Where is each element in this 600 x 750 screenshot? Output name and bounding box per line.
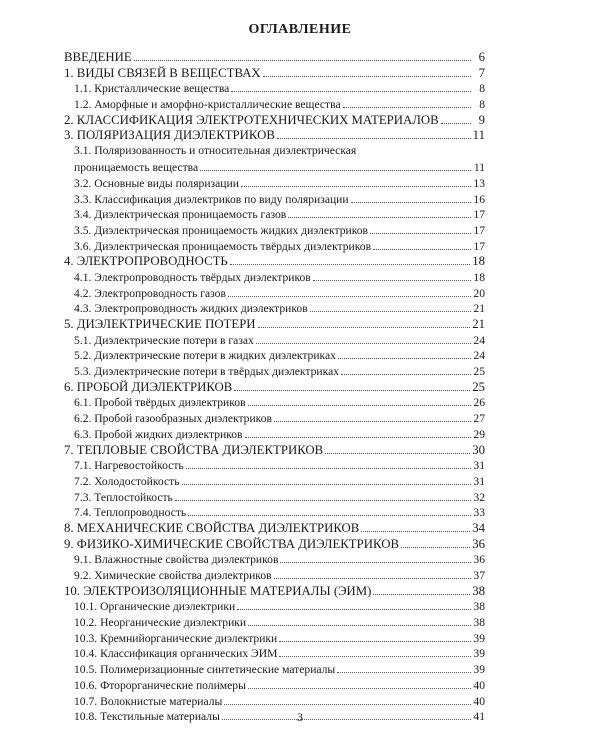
toc-entry[interactable] <box>64 473 485 489</box>
toc-entry[interactable] <box>64 520 485 536</box>
dot-leader <box>288 206 471 218</box>
toc-entry-title: 10.6. Фторорганические полимеры <box>74 678 246 692</box>
toc-entry-page: 18 <box>473 270 485 284</box>
toc-entry-page: 17 <box>473 208 485 222</box>
toc-entry[interactable] <box>64 238 485 254</box>
toc-entry[interactable] <box>64 332 485 348</box>
toc-entry-page: 38 <box>473 616 485 630</box>
toc-entry-title: 1.2. Аморфные и аморфно-кристаллические вещества <box>74 98 341 112</box>
toc-entry-page: 33 <box>473 506 485 520</box>
toc-entry-title: 6.1. Пробой твёрдых диэлектриков <box>74 396 246 410</box>
toc-entry[interactable] <box>64 143 485 159</box>
toc-entry-page: 32 <box>473 490 485 504</box>
toc-entry-page: 37 <box>473 569 485 582</box>
toc-entry[interactable] <box>64 551 485 567</box>
toc-entry[interactable] <box>64 645 485 661</box>
toc-entry-title: 10.7. Волокнистые материалы <box>74 694 223 708</box>
toc-entry[interactable] <box>64 442 485 458</box>
toc-entry-page: 26 <box>473 396 485 410</box>
toc-entry-page: 39 <box>473 663 485 677</box>
dot-leader <box>279 630 471 642</box>
toc-entry-page: 17 <box>473 239 485 253</box>
toc-entry-page: 31 <box>473 474 485 488</box>
dot-leader <box>248 614 471 626</box>
toc-entry[interactable] <box>64 253 485 269</box>
toc-entry-page: 6 <box>478 50 485 64</box>
toc-entry[interactable] <box>64 583 485 599</box>
toc-entry[interactable] <box>64 457 485 473</box>
toc-entry-title: ВВЕДЕНИЕ <box>64 50 132 64</box>
toc-entry-page: 25 <box>473 365 485 379</box>
dot-leader <box>188 504 471 516</box>
toc-entry-page: 17 <box>473 223 485 237</box>
toc-entry-title: 10.8. Текстильные материалы <box>74 710 220 724</box>
page-number: 3 <box>297 710 303 724</box>
dot-leader <box>230 253 470 265</box>
dot-leader <box>325 442 470 454</box>
toc-entry[interactable] <box>64 614 485 630</box>
dot-leader <box>234 379 470 391</box>
toc-entry[interactable] <box>64 65 485 81</box>
toc-entry[interactable] <box>64 394 485 410</box>
toc-entry-page: 36 <box>473 553 485 567</box>
toc-entry-title: 10.4. Классификация органических ЭИМ <box>74 647 278 661</box>
dot-leader <box>343 96 471 108</box>
toc-entry[interactable] <box>64 598 485 614</box>
toc-entry[interactable] <box>64 316 485 332</box>
toc-entry-page: 16 <box>473 192 485 206</box>
dot-leader <box>277 127 471 139</box>
toc-entry-title: 7.1. Нагревостойкость <box>74 459 184 473</box>
toc-entry[interactable] <box>64 222 485 238</box>
toc-entry[interactable] <box>64 127 485 143</box>
dot-leader <box>200 159 471 171</box>
toc-entry-page: 41 <box>473 710 485 724</box>
toc-entry-title: 6.2. Пробой газообразных диэлектриков <box>74 412 272 426</box>
toc-entry[interactable] <box>64 112 485 128</box>
dot-leader <box>263 65 471 77</box>
dot-leader <box>441 112 471 124</box>
toc-entry-title: 7. ТЕПЛОВЫЕ СВОЙСТВА ДИЭЛЕКТРИКОВ <box>64 442 324 457</box>
page-title: ОГЛАВЛЕНИЕ <box>248 22 352 37</box>
toc-entry-page: 29 <box>473 427 485 441</box>
toc-entry[interactable] <box>64 96 485 112</box>
dot-leader <box>228 285 471 297</box>
toc-entry-title: 10. ЭЛЕКТРОИЗОЛЯЦИОННЫЕ МАТЕРИАЛЫ (ЭИМ) <box>64 583 372 598</box>
toc-entry-page: 27 <box>473 412 485 426</box>
toc-entry-title: проницаемость вещества <box>74 161 199 175</box>
toc-entry[interactable] <box>64 285 485 301</box>
toc-entry-title: 3.2. Основные виды поляризации <box>74 176 239 190</box>
toc-entry[interactable] <box>64 693 485 709</box>
table-of-contents <box>64 49 485 724</box>
dot-leader <box>337 661 471 673</box>
toc-entry[interactable] <box>64 175 485 191</box>
toc-entry-page: 11 <box>472 128 485 143</box>
toc-entry[interactable] <box>64 206 485 222</box>
dot-leader <box>373 583 470 595</box>
toc-entry[interactable] <box>64 347 485 363</box>
toc-entry-title: 3. ПОЛЯРИЗАЦИЯ ДИЭЛЕКТРИКОВ <box>64 128 275 143</box>
toc-entry-title: 10.5. Полимеризационные синтетические материалы <box>74 663 336 677</box>
dot-leader <box>182 473 472 485</box>
toc-entry[interactable] <box>64 410 485 426</box>
toc-entry-page: 24 <box>473 349 485 363</box>
toc-entry-title: 4.3. Электропроводность жидких диэлектриков <box>74 302 308 316</box>
toc-entry[interactable] <box>64 567 485 583</box>
toc-entry[interactable] <box>64 661 485 677</box>
toc-entry-title: 10.3. Кремнийорганические диэлектрики <box>74 631 278 645</box>
dot-leader <box>338 347 471 359</box>
dot-leader <box>279 645 471 657</box>
toc-entry-title: 4.1. Электропроводность твёрдых диэлектриков <box>74 270 311 284</box>
toc-entry[interactable] <box>64 191 485 207</box>
toc-entry-title: 7.4. Теплопроводность <box>74 506 187 520</box>
dot-leader <box>248 677 471 689</box>
toc-entry-page: 20 <box>473 286 485 300</box>
toc-entry[interactable] <box>64 504 485 520</box>
toc-entry-page: 40 <box>473 678 485 692</box>
toc-entry[interactable] <box>64 300 485 316</box>
toc-entry-page: 8 <box>479 98 485 112</box>
dot-leader <box>241 175 471 187</box>
toc-entry-page: 38 <box>472 583 485 598</box>
toc-entry-title: 2. КЛАССИФИКАЦИЯ ЭЛЕКТРОТЕХНИЧЕСКИХ МАТЕРИАЛОВ <box>64 112 439 127</box>
toc-entry-title: 10.2. Неорганические диэлектрики <box>74 616 247 630</box>
toc-entry-page: 34 <box>472 520 485 535</box>
toc-entry-title: 1.1. Кристаллические вещества <box>74 82 230 96</box>
toc-entry-title: 4.2. Электропроводность газов <box>74 286 226 300</box>
toc-entry-title: 5. ДИЭЛЕКТРИЧЕСКИЕ ПОТЕРИ <box>64 317 256 331</box>
toc-entry-title: 7.3. Теплостойкость <box>74 490 173 504</box>
toc-entry-page: 39 <box>473 647 485 661</box>
toc-entry-page: 31 <box>473 459 485 473</box>
toc-entry[interactable] <box>64 80 485 96</box>
toc-entry-title: 9.1. Влажностные свойства диэлектриков <box>74 553 279 567</box>
dot-leader <box>351 191 471 203</box>
toc-entry[interactable] <box>64 630 485 646</box>
toc-entry-page: 24 <box>473 333 485 347</box>
dot-leader <box>175 489 471 501</box>
toc-entry-title: 3.1. Поляризованность и относительная диэлектрическая <box>74 144 357 158</box>
toc-entry-title: 5.1. Диэлектрические потери в газах <box>74 333 254 347</box>
toc-entry[interactable] <box>64 159 485 175</box>
toc-entry[interactable] <box>64 363 485 379</box>
dot-leader <box>274 410 471 422</box>
toc-entry-page: 38 <box>473 600 485 614</box>
toc-entry-page: 7 <box>478 65 485 80</box>
toc-entry-title: 1. ВИДЫ СВЯЗЕЙ В ВЕЩЕСТВАХ <box>64 65 261 80</box>
toc-entry-page: 18 <box>472 254 485 269</box>
dot-leader <box>401 536 470 548</box>
toc-entry-title: 5.2. Диэлектрические потери в жидких диэлектриках <box>74 349 336 363</box>
dot-leader <box>134 49 471 61</box>
toc-entry-title: 6. ПРОБОЙ ДИЭЛЕКТРИКОВ <box>64 379 233 394</box>
toc-entry[interactable] <box>64 269 485 285</box>
toc-entry-title: 10.1. Органические диэлектрики <box>74 600 236 614</box>
dot-leader <box>313 269 471 281</box>
toc-entry-page: 25 <box>472 379 485 394</box>
toc-entry-page: 39 <box>473 631 485 645</box>
toc-entry-title: 5.3. Диэлектрические потери в твёрдых диэлектриках <box>74 365 340 379</box>
toc-entry-page: 8 <box>479 82 485 96</box>
dot-leader <box>224 693 471 705</box>
toc-entry-title: 9.2. Химические свойства диэлектриков <box>74 569 272 582</box>
toc-entry-title: 3.5. Диэлектрическая проницаемость жидких диэлектриков <box>74 223 369 237</box>
dot-leader <box>245 426 471 438</box>
dot-leader <box>231 80 471 92</box>
dot-leader <box>237 598 471 610</box>
toc-entry-title: 9. ФИЗИКО-ХИМИЧЕСКИЕ СВОЙСТВА ДИЭЛЕКТРИКОВ <box>64 536 399 551</box>
toc-entry-page: 21 <box>472 317 485 331</box>
dot-leader <box>258 316 471 328</box>
toc-entry-page: 30 <box>472 442 485 457</box>
toc-entry[interactable] <box>64 49 485 65</box>
toc-entry-title: 6.3. Пробой жидких диэлектриков <box>74 427 243 441</box>
toc-entry-title: 4. ЭЛЕКТРОПРОВОДНОСТЬ <box>64 254 228 269</box>
dot-leader <box>248 394 471 406</box>
dot-leader <box>256 332 471 344</box>
dot-leader <box>373 238 471 250</box>
dot-leader <box>274 567 471 579</box>
dot-leader <box>361 520 470 532</box>
toc-entry-page: 13 <box>473 176 485 190</box>
toc-entry[interactable] <box>64 426 485 442</box>
toc-entry-title: 8. МЕХАНИЧЕСКИЕ СВОЙСТВА ДИЭЛЕКТРИКОВ <box>64 520 360 535</box>
toc-entry[interactable] <box>64 489 485 505</box>
toc-entry[interactable] <box>64 379 485 395</box>
toc-entry-title: 7.2. Холодостойкость <box>74 474 180 488</box>
toc-entry[interactable] <box>64 677 485 693</box>
toc-entry-page: 9 <box>478 112 485 127</box>
dot-leader <box>186 457 471 469</box>
toc-entry-page: 40 <box>473 694 485 708</box>
toc-entry-page: 11 <box>473 161 485 175</box>
dot-leader <box>370 222 471 234</box>
dot-leader <box>310 300 471 312</box>
toc-entry[interactable] <box>64 536 485 552</box>
dot-leader <box>280 551 471 563</box>
toc-entry-page: 21 <box>473 302 485 316</box>
toc-entry-title: 3.3. Классификация диэлектриков по виду поляризации <box>74 192 349 206</box>
toc-entry-title: 3.6. Диэлектрическая проницаемость твёрдых диэлектриков <box>74 239 372 253</box>
dot-leader <box>341 363 471 375</box>
toc-entry-page: 36 <box>472 536 485 551</box>
toc-entry-title: 3.4. Диэлектрическая проницаемость газов <box>74 208 287 222</box>
